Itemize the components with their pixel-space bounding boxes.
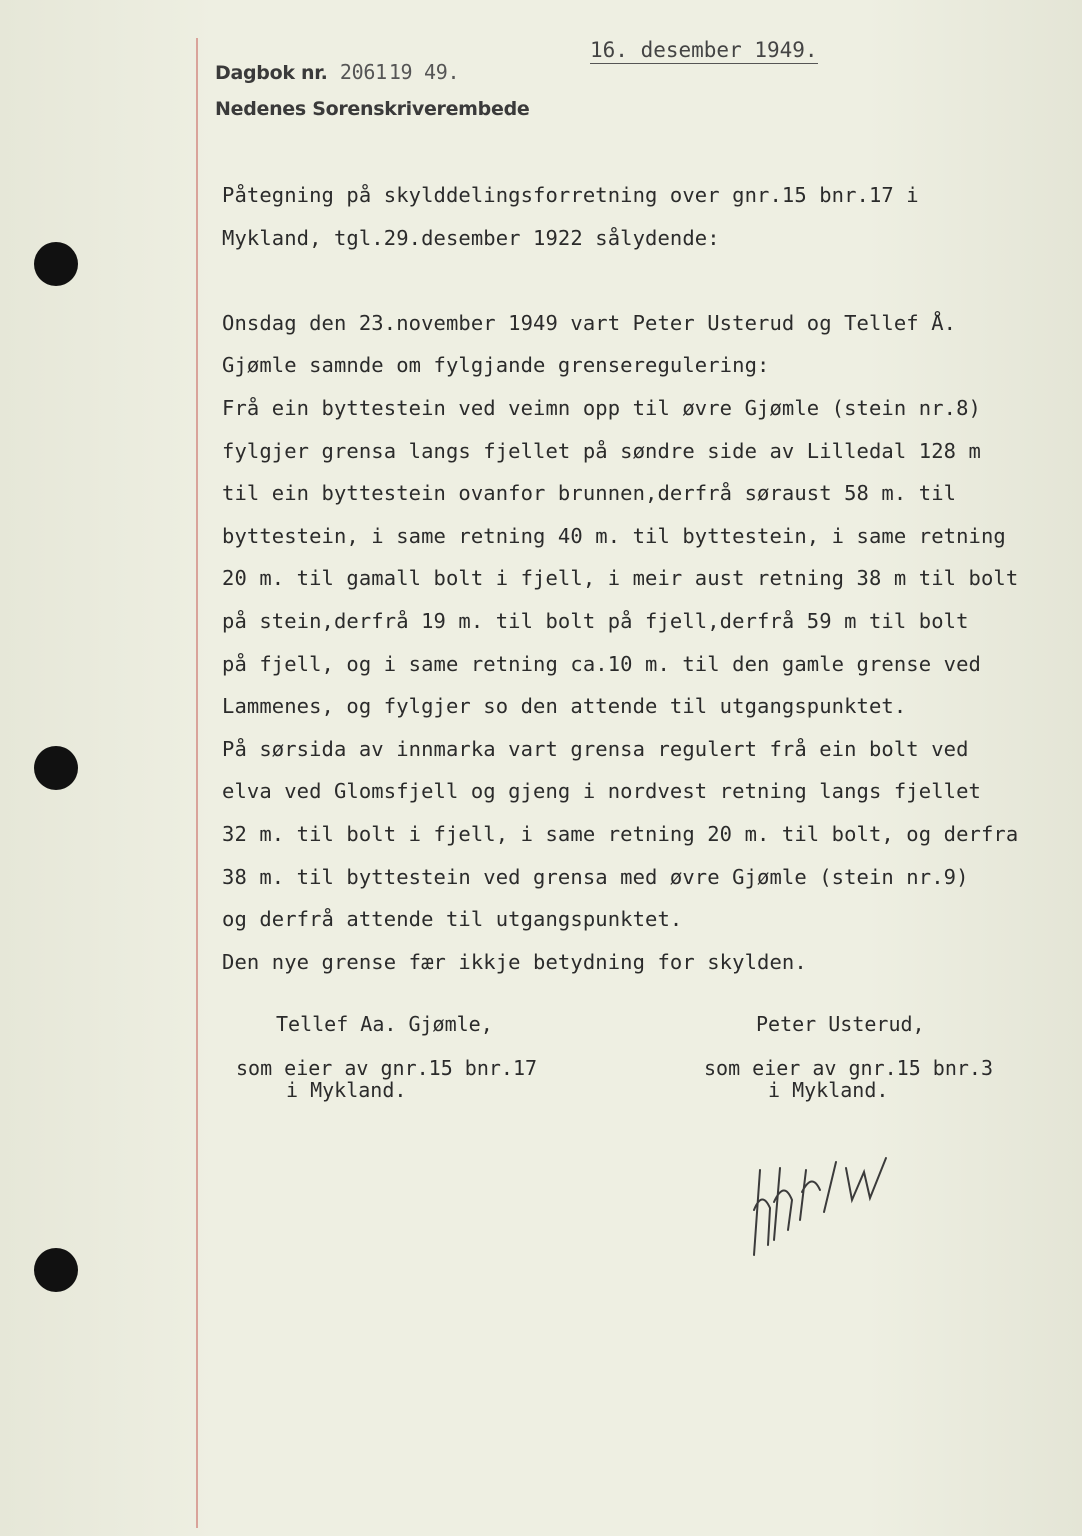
document-date: 16. desember 1949. [590,38,818,62]
body-line: elva ved Glomsfjell og gjeng i nordvest retning langs fjellet [222,779,981,804]
signatory-right-role: som eier av gnr.15 bnr.3 [704,1056,993,1080]
body-line: på fjell, og i same retning ca.10 m. til den gamle grense ved [222,651,981,676]
body-line: byttestein, i same retning 40 m. til byttestein, i same retning [222,523,1006,548]
handwritten-initials [740,1150,910,1260]
signatory-left-name: Tellef Aa. Gjømle, [276,1012,493,1036]
margin-rule [196,38,198,1528]
body-line: 32 m. til bolt i fjell, i same retning 20 m. til bolt, og derfra [222,821,1019,846]
dagbok-stamp [215,60,459,84]
intro-line: Mykland, tgl.29.desember 1922 sålydende: [222,225,720,250]
signatory-right-place: i Mykland. [768,1078,889,1102]
body-line: fylgjer grensa langs fjellet på søndre side av Lilledal 128 m [222,438,981,463]
body-line: 38 m. til byttestein ved grensa med øvre Gjømle (stein nr.9) [222,864,969,889]
dagbok-year: 19 49. [388,60,460,84]
body-line: 20 m. til gamall bolt i fjell, i meir aust retning 38 m til bolt [222,566,1019,591]
dagbok-number: 2061 [339,60,387,84]
document-body [222,174,1062,983]
intro-line: Påtegning på skylddelingsforretning over gnr.15 bnr.17 i [222,183,919,207]
body-line: På sørsida av innmarka vart grensa regulert frå ein bolt ved [222,736,969,761]
body-line: Frå ein byttestein ved veimn opp til øvre Gjømle (stein nr.8) [222,395,981,420]
body-line: Onsdag den 23.november 1949 vart Peter Usterud og Tellef Å. [222,310,957,335]
body-line: Lammenes, og fylgjer so den attende til utgangspunktet. [222,694,907,719]
body-line: Den nye grense fær ikkje betydning for skylden. [222,949,807,974]
body-line: og derfrå attende til utgangspunktet. [222,907,683,932]
punch-hole-middle [34,746,78,790]
signatory-right-name: Peter Usterud, [756,1012,925,1036]
body-line: på stein,derfrå 19 m. til bolt på fjell,derfrå 59 m til bolt [222,608,969,633]
office-stamp: Nedenes Sorenskriverembede [215,98,530,120]
punch-hole-top [34,242,78,286]
body-line: Gjømle samnde om fylgjande grenseregulering: [222,353,770,378]
dagbok-label: Dagbok nr. [215,62,328,84]
signatory-left-role: som eier av gnr.15 bnr.17 [236,1056,538,1080]
body-line: til ein byttestein ovanfor brunnen,derfrå søraust 58 m. til [222,481,957,506]
punch-hole-bottom [34,1248,78,1292]
signatory-left-place: i Mykland. [286,1078,407,1102]
